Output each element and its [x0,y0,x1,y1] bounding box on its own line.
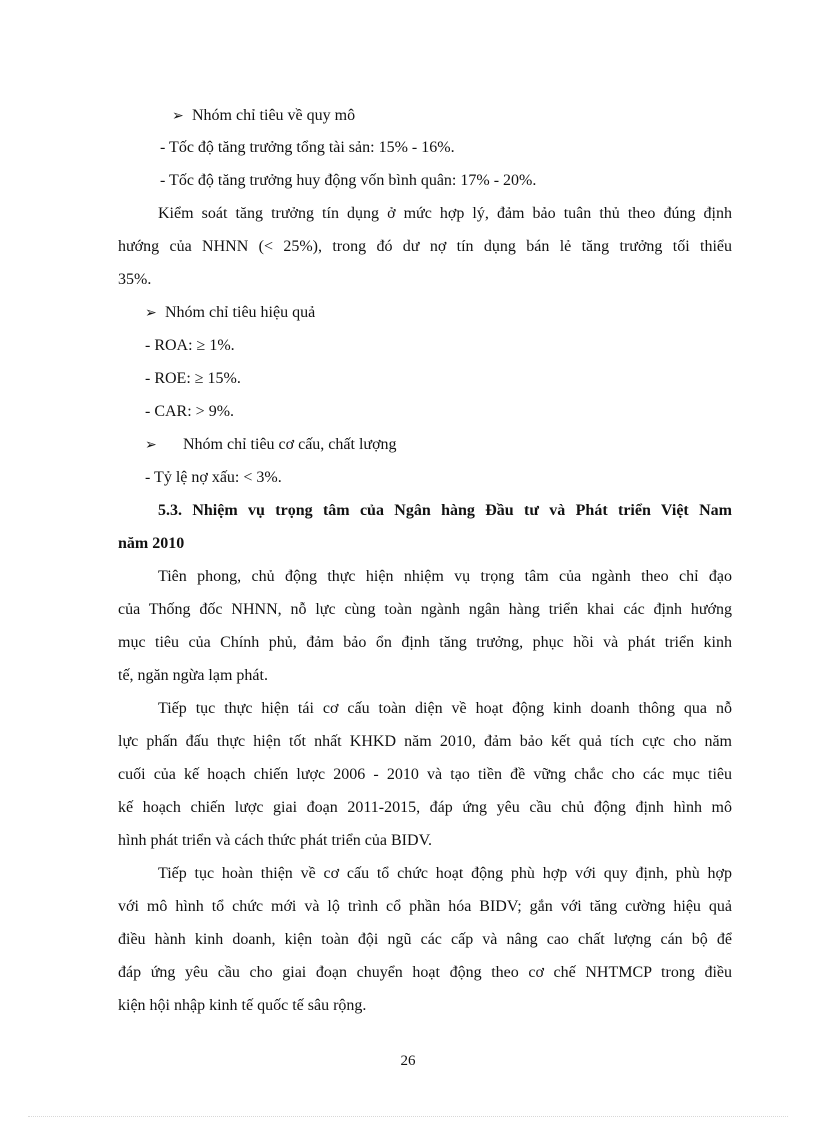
list-item: - Tốc độ tăng trưởng tổng tài sản: 15% - 16%. [160,139,455,156]
paragraph-line: 35%. [118,271,152,288]
bullet-label: Nhóm chỉ tiêu về quy mô [192,107,356,124]
paragraph-line: đáp ứng yêu cầu cho giai đoạn chuyển hoạt động theo cơ chế NHTMCP trong điều [118,964,732,981]
paragraph-line: với mô hình tổ chức mới và lộ trình cổ phần hóa BIDV; gắn với tăng cường hiệu quả [118,898,732,915]
arrow-bullet-icon: ➢ [145,306,157,321]
paragraph-line: mục tiêu của Chính phủ, đảm bảo ổn định tăng trưởng, phục hồi và phát triển kinh [118,634,732,651]
list-item: - Tốc độ tăng trưởng huy động vốn bình quân: 17% - 20%. [160,172,537,189]
footer-divider [28,1116,788,1117]
paragraph-line: kiện hội nhập kinh tế quốc tế sâu rộng. [118,997,367,1014]
section-heading: 5.3. Nhiệm vụ trọng tâm của Ngân hàng Đầu tư và Phát triển Việt Nam [158,502,732,519]
section-heading-continuation: năm 2010 [118,535,185,552]
list-item: - Tỷ lệ nợ xấu: < 3%. [145,469,282,486]
arrow-bullet-icon: ➢ [145,438,157,453]
paragraph-line: của Thống đốc NHNN, nỗ lực cùng toàn ngành ngân hàng triển khai các định hướng [118,601,732,618]
paragraph-line: Kiểm soát tăng trưởng tín dụng ở mức hợp lý, đảm bảo tuân thủ theo đúng định [158,205,732,222]
paragraph-line: tế, ngăn ngừa lạm phát. [118,667,268,684]
paragraph-line: kế hoạch chiến lược giai đoạn 2011-2015, đáp ứng yêu cầu chủ động định hình mô [118,799,732,816]
bullet-item-structure [145,435,397,456]
paragraph-line: hướng của NHNN (< 25%), trong đó dư nợ tín dụng bán lẻ tăng trưởng tối thiểu [118,238,732,255]
bullet-item-scale [172,106,355,127]
paragraph-line: điều hành kinh doanh, kiện toàn đội ngũ các cấp và nâng cao chất lượng cán bộ để [118,931,732,948]
page-number: 26 [400,1053,416,1069]
list-item: - ROA: ≥ 1%. [145,337,235,354]
bullet-label: Nhóm chỉ tiêu cơ cấu, chất lượng [183,436,397,453]
list-item: - CAR: > 9%. [145,403,235,420]
paragraph-line: Tiên phong, chủ động thực hiện nhiệm vụ trọng tâm của ngành theo chỉ đạo [158,568,732,585]
paragraph-line: lực phấn đấu thực hiện tốt nhất KHKD năm 2010, đảm bảo kết quả tích cực cho năm [118,733,732,750]
paragraph-line: hình phát triển và cách thức phát triển của BIDV. [118,832,433,849]
bullet-label: Nhóm chỉ tiêu hiệu quả [165,304,316,321]
bullet-item-efficiency [145,303,315,324]
list-item: - ROE: ≥ 15%. [145,370,241,387]
paragraph-line: Tiếp tục thực hiện tái cơ cấu toàn diện về hoạt động kinh doanh thông qua nỗ [158,700,732,717]
paragraph-line: cuối của kế hoạch chiến lược 2006 - 2010 và tạo tiền đề vững chắc cho các mục tiêu [118,766,732,783]
paragraph-line: Tiếp tục hoàn thiện về cơ cấu tổ chức hoạt động phù hợp với quy định, phù hợp [158,865,732,882]
arrow-bullet-icon: ➢ [172,109,184,124]
